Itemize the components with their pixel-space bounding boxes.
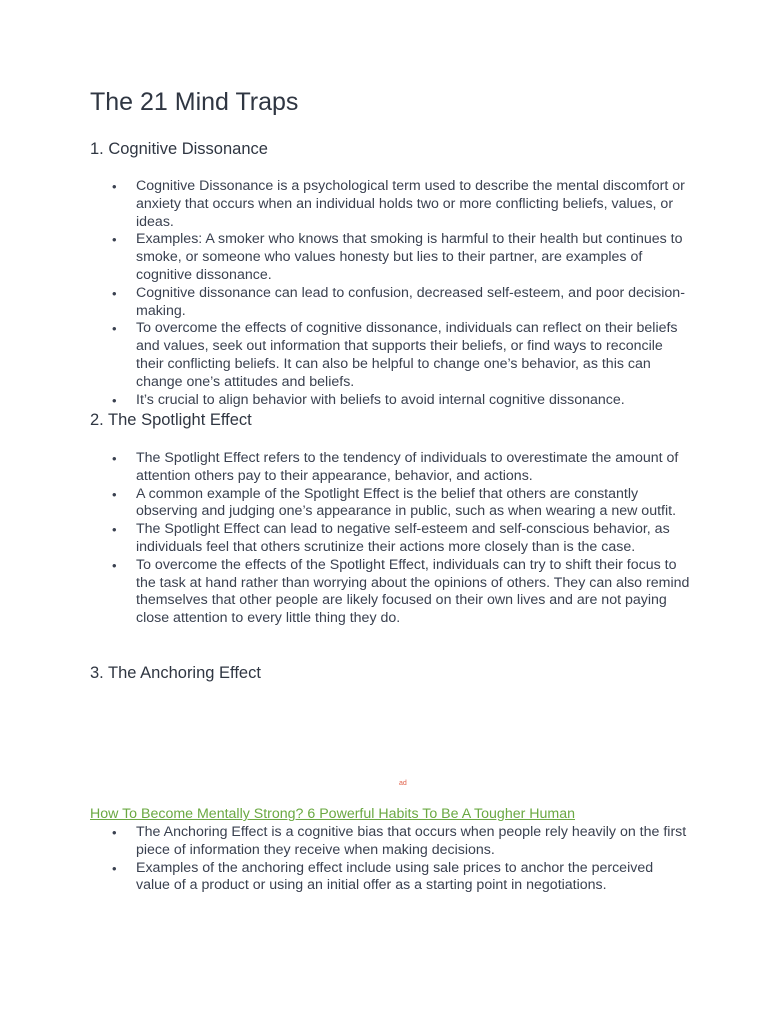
document-title: The 21 Mind Traps: [90, 88, 299, 116]
list-item: • The Spotlight Effect refers to the tendency of individuals to overestimate the amount of attention others pay to their appearance, behavior, and actions.: [90, 450, 690, 486]
section-heading-anchoring-effect: 3. The Anchoring Effect: [90, 664, 261, 682]
bullet-list-spotlight-effect: [90, 450, 690, 628]
list-item: • Cognitive dissonance can lead to confusion, decreased self-esteem, and poor decision-making.: [90, 285, 690, 321]
list-item: • To overcome the effects of cognitive dissonance, individuals can reflect on their beliefs and values, seek out information that supports their beliefs, or find ways to reconcile their conflicting beliefs. It can also be helpful to change one’s behavior, as this can change one’s attitudes and beliefs.: [90, 320, 690, 391]
list-item: • It’s crucial to align behavior with beliefs to avoid internal cognitive dissonance.: [90, 392, 690, 410]
list-item: • The Spotlight Effect can lead to negative self-esteem and self-conscious behavior, as individuals feel that others scrutinize their actions more closely than is the case.: [90, 521, 690, 557]
bullet-list-anchoring-effect: [90, 824, 690, 895]
related-article-link[interactable]: How To Become Mentally Strong? 6 Powerful Habits To Be A Tougher Human: [90, 806, 576, 822]
list-item: • The Anchoring Effect is a cognitive bias that occurs when people rely heavily on the first piece of information they receive when making decisions.: [90, 824, 690, 860]
list-item: • To overcome the effects of the Spotlight Effect, individuals can try to shift their focus to the task at hand rather than worrying about the opinions of others. They can also remind themselves that other people are likely focused on their own lives and are not paying close attention to every little thing they do.: [90, 557, 690, 628]
list-item: • Examples of the anchoring effect include using sale prices to anchor the perceived value of a product or using an initial offer as a starting point in negotiations.: [90, 860, 690, 896]
list-item: • A common example of the Spotlight Effect is the belief that others are constantly observing and judging one’s appearance in public, such as when wearing a new outfit.: [90, 486, 690, 522]
section-heading-spotlight-effect: 2. The Spotlight Effect: [90, 411, 252, 429]
list-item: • Cognitive Dissonance is a psychological term used to describe the mental discomfort or anxiety that occurs when an individual holds two or more conflicting beliefs, values, or ideas.: [90, 178, 690, 231]
bullet-list-cognitive-dissonance: [90, 178, 690, 409]
section-heading-cognitive-dissonance: 1. Cognitive Dissonance: [90, 140, 268, 158]
ad-marker: ad: [399, 780, 407, 787]
list-item: • Examples: A smoker who knows that smoking is harmful to their health but continues to smoke, or someone who values honesty but lies to their partner, are examples of cognitive dissonance.: [90, 231, 690, 284]
